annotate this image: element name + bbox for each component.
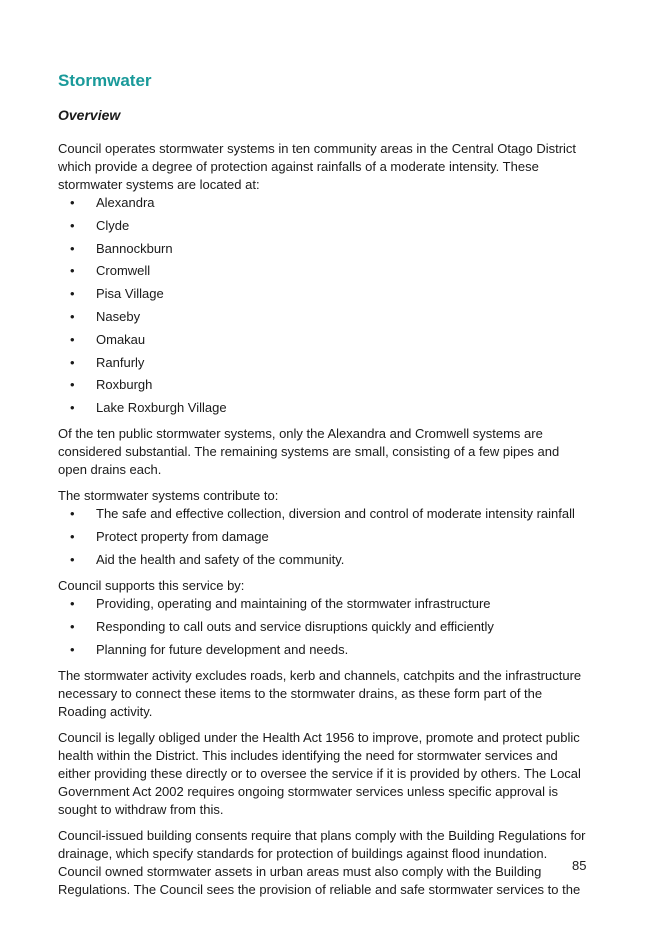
legal-obligations-paragraph: Council is legally obliged under the Health Act 1956 to improve, promote and protect public health within the District. This includes identifying the need for stormwater services and either providing these directly or to oversee the service if it is provided by others. The Local Government Act 2002 requires ongoing stormwater services unless specific approval is sought to withdraw from this. xyxy=(58,729,581,817)
list-item xyxy=(58,399,588,417)
list-item xyxy=(58,505,588,523)
list-item xyxy=(58,528,588,546)
list-item-label: Planning for future development and needs. xyxy=(96,641,349,657)
list-item-label: Alexandra xyxy=(96,195,155,210)
body-text xyxy=(58,140,588,907)
list-item xyxy=(58,217,588,235)
contribute-intro: The stormwater systems contribute to: xyxy=(58,488,279,504)
list-item xyxy=(58,376,588,394)
list-item-label: Roxburgh xyxy=(96,377,153,393)
location-list xyxy=(58,194,588,417)
list-item-label: Cromwell xyxy=(96,263,151,279)
bullet-icon: • xyxy=(70,618,75,634)
list-item xyxy=(58,194,588,212)
list-item xyxy=(58,354,588,372)
list-item-label: Pisa Village xyxy=(96,286,164,302)
bullet-icon: • xyxy=(70,331,75,347)
bullet-icon: • xyxy=(70,529,75,545)
list-item-label: Bannockburn xyxy=(96,240,173,256)
intro-paragraph: Council operates stormwater systems in ten community areas in the Central Otago District which provide a degree of protection against rainfalls of a moderate intensity. These stormwater systems are located at: xyxy=(58,141,577,192)
substantial-systems-paragraph: Of the ten public stormwater systems, only the Alexandra and Cromwell systems are considered substantial. The remaining systems are small, consisting of a few pipes and open drains each. xyxy=(58,426,560,478)
bullet-icon: • xyxy=(70,400,75,416)
list-item-label: Omakau xyxy=(96,331,146,347)
contributions-list xyxy=(58,505,588,569)
building-consents-paragraph: Council-issued building consents require that plans comply with the Building Regulations for drainage, which specify standards for protection of buildings against flood inundation. Council owned stormwater assets in urban areas must also comply with the Building Regulations. The Council sees the provision of reliable and safe stormwater services to the xyxy=(58,827,586,897)
list-item xyxy=(58,240,588,258)
list-item xyxy=(58,262,588,280)
list-item-label: Ranfurly xyxy=(96,354,145,370)
bullet-icon: • xyxy=(70,308,75,324)
list-item xyxy=(58,551,588,569)
bullet-icon: • xyxy=(70,506,75,522)
list-item-label: Protect property from damage xyxy=(96,529,269,545)
list-item-label: Lake Roxburgh Village xyxy=(96,400,227,416)
list-item xyxy=(58,285,588,303)
list-item-label: Responding to call outs and service disruptions quickly and efficiently xyxy=(96,618,494,634)
bullet-icon: • xyxy=(70,195,75,210)
supports-list xyxy=(58,595,588,659)
list-item xyxy=(58,618,588,636)
bullet-icon: • xyxy=(70,551,75,567)
list-item xyxy=(58,641,588,659)
bullet-icon: • xyxy=(70,354,75,370)
list-item-label: Aid the health and safety of the community. xyxy=(96,551,345,567)
list-item-label: Clyde xyxy=(96,217,130,233)
bullet-icon: • xyxy=(70,377,75,393)
section-heading: Stormwater xyxy=(58,71,152,90)
subsection-heading: Overview xyxy=(58,107,121,123)
list-item xyxy=(58,308,588,326)
list-item-label: Naseby xyxy=(96,308,141,324)
page-number: 85 xyxy=(572,858,587,873)
bullet-icon: • xyxy=(70,263,75,279)
bullet-icon: • xyxy=(70,595,75,611)
bullet-icon: • xyxy=(70,641,75,657)
bullet-icon: • xyxy=(70,240,75,256)
list-item-label: The safe and effective collection, diversion and control of moderate intensity rainfall xyxy=(96,506,575,522)
bullet-icon: • xyxy=(70,286,75,302)
list-item xyxy=(58,331,588,349)
list-item xyxy=(58,595,588,613)
list-item-label: Providing, operating and maintaining of the stormwater infrastructure xyxy=(96,595,491,611)
support-intro: Council supports this service by: xyxy=(58,577,245,593)
exclusions-paragraph: The stormwater activity excludes roads, kerb and channels, catchpits and the infrastructure necessary to connect these items to the stormwater drains, as these form part of the Roading activity. xyxy=(58,667,582,719)
bullet-icon: • xyxy=(70,217,75,233)
